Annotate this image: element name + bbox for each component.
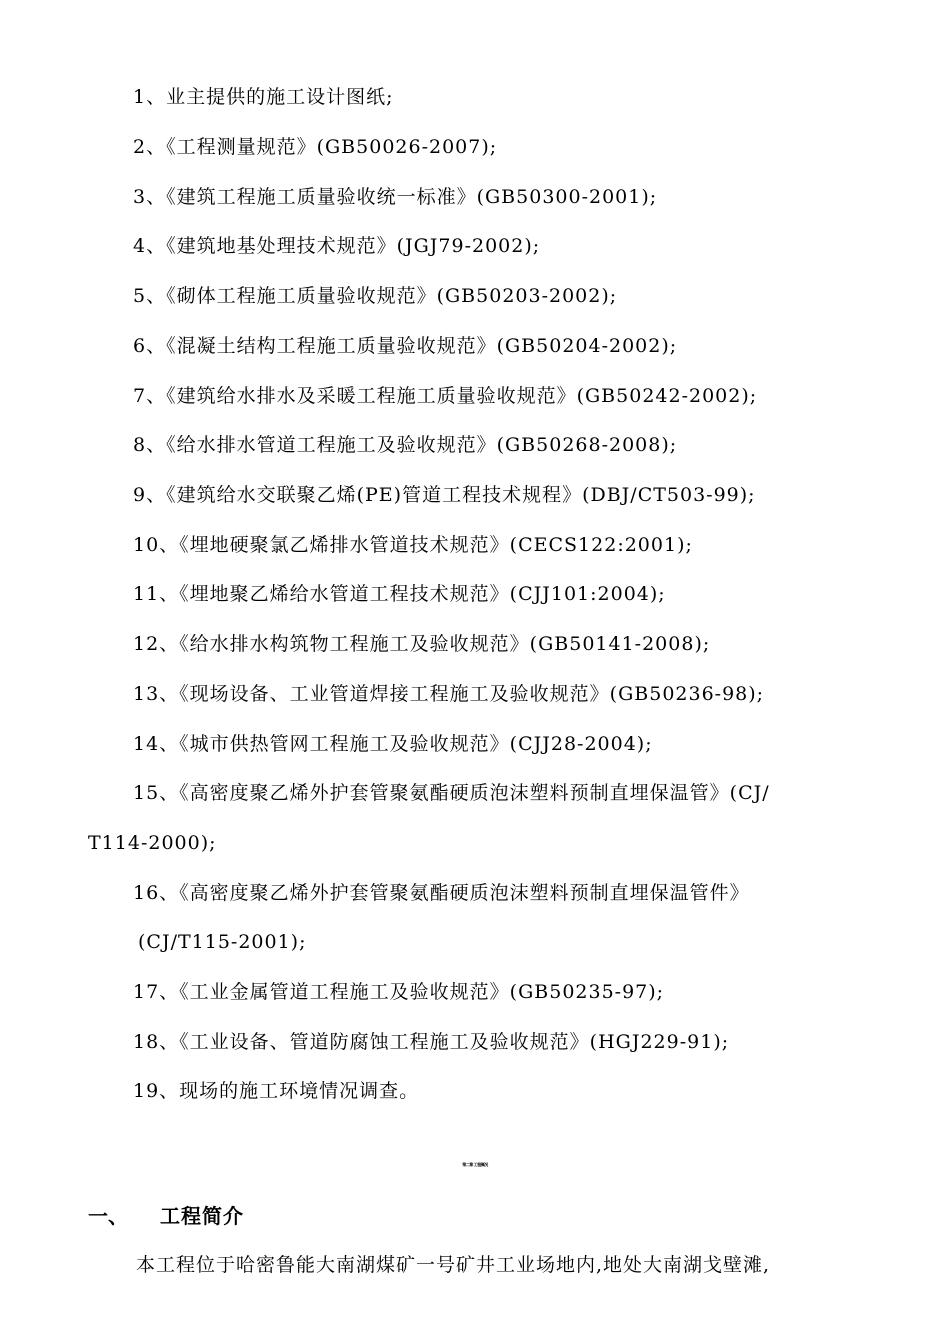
section-title: 工程简介	[160, 1204, 244, 1228]
reference-item-4: 4、《建筑地基处理技术规范》(JGJ79-2002);	[133, 235, 541, 257]
reference-item-15: 15、《高密度聚乙烯外护套管聚氨酯硬质泡沫塑料预制直埋保温管》(CJ/	[133, 782, 770, 804]
reference-item-3: 3、《建筑工程施工质量验收统一标准》(GB50300-2001);	[133, 186, 658, 208]
reference-item-17: 17、《工业金属管道工程施工及验收规范》(GB50235-97);	[133, 981, 665, 1003]
reference-item-8: 8、《给水排水管道工程施工及验收规范》(GB50268-2008);	[133, 434, 678, 456]
reference-item-2: 2、《工程测量规范》(GB50026-2007);	[133, 136, 498, 158]
reference-item-15-continued: T114-2000);	[88, 832, 217, 854]
reference-item-18: 18、《工业设备、管道防腐蚀工程施工及验收规范》(HGJ229-91);	[133, 1031, 730, 1053]
reference-item-14: 14、《城市供热管网工程施工及验收规范》(CJJ28-2004);	[133, 733, 653, 755]
reference-item-1: 1、业主提供的施工设计图纸;	[133, 86, 394, 108]
reference-item-13: 13、《现场设备、工业管道焊接工程施工及验收规范》(GB50236-98);	[133, 683, 765, 705]
reference-item-19: 19、现场的施工环境情况调查。	[133, 1080, 420, 1102]
body-paragraph: 本工程位于哈密鲁能大南湖煤矿一号矿井工业场地内,地处大南湖戈壁滩,	[136, 1254, 771, 1276]
reference-item-6: 6、《混凝土结构工程施工质量验收规范》(GB50204-2002);	[133, 335, 678, 357]
reference-item-7: 7、《建筑给水排水及采暖工程施工质量验收规范》(GB50242-2002);	[133, 385, 758, 407]
reference-item-10: 10、《埋地硬聚氯乙烯排水管道技术规范》(CECS122:2001);	[133, 534, 693, 556]
section-number: 一、	[88, 1204, 128, 1228]
reference-item-16-continued: (CJ/T115-2001);	[138, 931, 307, 953]
chapter-title: 第二章 工程概况	[462, 1162, 488, 1167]
reference-item-11: 11、《埋地聚乙烯给水管道工程技术规范》(CJJ101:2004);	[133, 583, 666, 605]
reference-item-16: 16、《高密度聚乙烯外护套管聚氨酯硬质泡沫塑料预制直埋保温管件》	[133, 882, 750, 904]
reference-item-12: 12、《给水排水构筑物工程施工及验收规范》(GB50141-2008);	[133, 633, 711, 655]
reference-item-9: 9、《建筑给水交联聚乙烯(PE)管道工程技术规程》(DBJ/CT503-99);	[133, 484, 756, 506]
reference-item-5: 5、《砌体工程施工质量验收规范》(GB50203-2002);	[133, 285, 618, 307]
